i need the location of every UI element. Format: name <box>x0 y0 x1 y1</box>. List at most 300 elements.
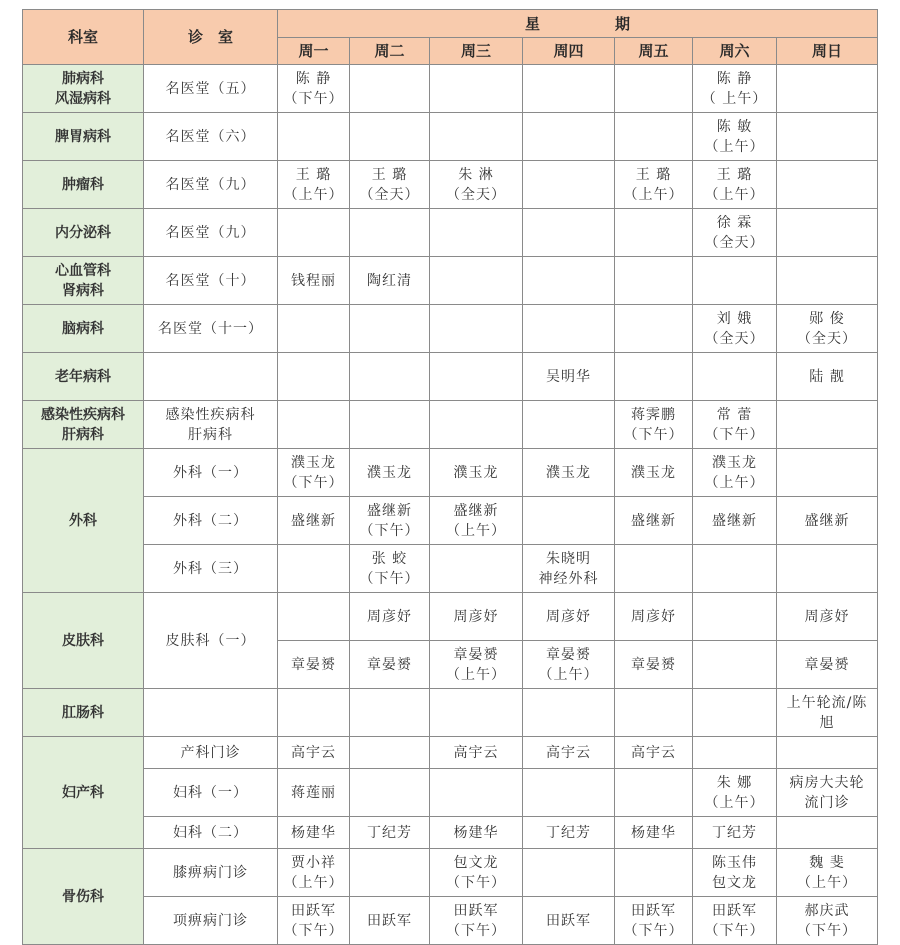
doctor-cell-周二 <box>350 641 430 689</box>
doctor-cell-周二 <box>350 449 430 497</box>
cell-line: （ 上午） <box>701 90 768 107</box>
doctor-cell-周一 <box>278 497 350 545</box>
doctor-cell-周二 <box>350 897 430 945</box>
doctor-cell-周日 <box>777 817 878 849</box>
cell-line: 朱晓明 <box>546 550 591 567</box>
doctor-cell-周三 <box>430 545 523 593</box>
cell-line: 濮玉龙 <box>631 464 676 481</box>
doctor-cell-周日 <box>777 849 878 897</box>
cell-line: 田跃军 <box>291 902 336 919</box>
doctor-cell-周四 <box>523 849 615 897</box>
clinic-room: 妇科（二） <box>144 817 278 849</box>
cell-line: 吴明华 <box>546 368 591 385</box>
doctor-cell-周日 <box>777 769 878 817</box>
doctor-cell-周四 <box>523 641 615 689</box>
cell-line: 濮玉龙 <box>712 454 757 471</box>
doctor-cell-周日 <box>777 209 878 257</box>
doctor-cell-周二 <box>350 209 430 257</box>
cell-line: 王 璐 <box>716 166 753 183</box>
clinic-room: 名医堂（十） <box>144 257 278 305</box>
doctor-cell-周三 <box>430 401 523 449</box>
cell-line: 肛肠科 <box>62 704 104 721</box>
doctor-cell-周四 <box>523 689 615 737</box>
cell-line: 盛继新 <box>804 512 850 529</box>
cell-line: 郝庆武 <box>804 902 850 919</box>
doctor-cell-周三 <box>430 817 523 849</box>
cell-line: （下午） <box>283 922 344 939</box>
cell-line: 朱 淋 <box>458 166 494 183</box>
doctor-cell-周五 <box>615 817 693 849</box>
cell-line: 盛继新 <box>631 512 676 529</box>
cell-line: （下午） <box>704 426 765 443</box>
doctor-cell-周四 <box>523 769 615 817</box>
department-name <box>23 161 144 209</box>
schedule-row <box>23 737 878 769</box>
cell-line: （上午） <box>446 666 506 683</box>
cell-line: 盛继新 <box>291 512 336 529</box>
department-name <box>23 593 144 689</box>
doctor-cell-周四 <box>523 209 615 257</box>
schedule-row <box>23 897 878 945</box>
cell-line: 流门诊 <box>804 794 850 811</box>
doctor-cell-周一 <box>278 769 350 817</box>
clinic-room <box>144 353 278 401</box>
clinic-schedule-table <box>22 9 878 945</box>
cell-line: 张 蛟 <box>371 550 408 567</box>
doctor-cell-周一 <box>278 545 350 593</box>
doctor-cell-周一 <box>278 113 350 161</box>
doctor-cell-周三 <box>430 497 523 545</box>
doctor-cell-周六 <box>693 817 777 849</box>
cell-line: 蒋莲丽 <box>291 784 336 801</box>
department-name <box>23 353 144 401</box>
cell-line: 丁纪芳 <box>546 824 591 841</box>
weekday-header: 周二 <box>350 38 430 65</box>
doctor-cell-周二 <box>350 737 430 769</box>
cell-line: （下午） <box>446 874 506 891</box>
cell-line: 陈玉伟 <box>712 854 757 871</box>
cell-line: 包文龙 <box>712 874 757 891</box>
cell-line: 章晏赟 <box>804 656 850 673</box>
clinic-room: 膝痹病门诊 <box>144 849 278 897</box>
doctor-cell-周日 <box>777 353 878 401</box>
doctor-cell-周三 <box>430 897 523 945</box>
cell-line: 王 璐 <box>371 166 408 183</box>
cell-line: 章晏赟 <box>291 656 336 673</box>
cell-line: 高宇云 <box>631 744 676 761</box>
cell-line: 高宇云 <box>546 744 591 761</box>
doctor-cell-周二 <box>350 113 430 161</box>
department-name <box>23 113 144 161</box>
cell-line: 郧 俊 <box>809 310 845 327</box>
doctor-cell-周四 <box>523 449 615 497</box>
doctor-cell-周二 <box>350 65 430 113</box>
doctor-cell-周三 <box>430 641 523 689</box>
doctor-cell-周日 <box>777 641 878 689</box>
doctor-cell-周三 <box>430 113 523 161</box>
department-name <box>23 737 144 849</box>
cell-line: 高宇云 <box>291 744 336 761</box>
cell-line: （上午） <box>797 874 857 891</box>
doctor-cell-周三 <box>430 769 523 817</box>
doctor-cell-周六 <box>693 769 777 817</box>
schedule-row <box>23 113 878 161</box>
doctor-cell-周六 <box>693 497 777 545</box>
doctor-cell-周日 <box>777 65 878 113</box>
doctor-cell-周六 <box>693 257 777 305</box>
cell-line: 盛继新 <box>367 502 412 519</box>
clinic-room: 外科（三） <box>144 545 278 593</box>
doctor-cell-周一 <box>278 689 350 737</box>
doctor-cell-周三 <box>430 161 523 209</box>
cell-line: 风湿病科 <box>55 90 111 107</box>
doctor-cell-周四 <box>523 65 615 113</box>
doctor-cell-周三 <box>430 449 523 497</box>
cell-line: （上午） <box>623 186 684 203</box>
cell-line: 陶红清 <box>367 272 412 289</box>
cell-line: 周彦妤 <box>367 608 412 625</box>
clinic-room: 外科（一） <box>144 449 278 497</box>
doctor-cell-周三 <box>430 849 523 897</box>
doctor-cell-周四 <box>523 593 615 641</box>
doctor-cell-周五 <box>615 737 693 769</box>
doctor-cell-周日 <box>777 689 878 737</box>
doctor-cell-周五 <box>615 353 693 401</box>
cell-line: 杨建华 <box>291 824 336 841</box>
weekday-header: 周日 <box>777 38 878 65</box>
doctor-cell-周六 <box>693 401 777 449</box>
doctor-cell-周二 <box>350 257 430 305</box>
doctor-cell-周六 <box>693 113 777 161</box>
doctor-cell-周一 <box>278 305 350 353</box>
doctor-cell-周一 <box>278 401 350 449</box>
doctor-cell-周一 <box>278 353 350 401</box>
clinic-room: 名医堂（九） <box>144 161 278 209</box>
cell-line: （下午） <box>283 90 344 107</box>
clinic-room <box>144 689 278 737</box>
cell-line: 田跃军 <box>546 912 591 929</box>
clinic-room: 产科门诊 <box>144 737 278 769</box>
doctor-cell-周五 <box>615 449 693 497</box>
doctor-cell-周三 <box>430 65 523 113</box>
cell-line: 王 璐 <box>295 166 332 183</box>
department-name <box>23 65 144 113</box>
cell-line: 濮玉龙 <box>367 464 412 481</box>
cell-line: 刘 娥 <box>716 310 753 327</box>
doctor-cell-周四 <box>523 737 615 769</box>
cell-line: （上午） <box>704 138 765 155</box>
cell-line: （上午） <box>704 186 765 203</box>
doctor-cell-周三 <box>430 737 523 769</box>
doctor-cell-周四 <box>523 353 615 401</box>
doctor-cell-周五 <box>615 401 693 449</box>
doctor-cell-周日 <box>777 897 878 945</box>
cell-line: 肿瘤科 <box>62 176 104 193</box>
cell-line: 内分泌科 <box>55 224 111 241</box>
cell-line: （下午） <box>359 570 420 587</box>
cell-line: 田跃军 <box>367 912 412 929</box>
cell-line: （全天） <box>359 186 420 203</box>
doctor-cell-周一 <box>278 449 350 497</box>
doctor-cell-周六 <box>693 161 777 209</box>
weekday-header: 周四 <box>523 38 615 65</box>
doctor-cell-周一 <box>278 737 350 769</box>
doctor-cell-周四 <box>523 257 615 305</box>
cell-line: 盛继新 <box>712 512 757 529</box>
cell-line: （上午） <box>538 666 599 683</box>
schedule-row <box>23 209 878 257</box>
doctor-cell-周四 <box>523 897 615 945</box>
doctor-cell-周日 <box>777 401 878 449</box>
cell-line: 濮玉龙 <box>546 464 591 481</box>
doctor-cell-周二 <box>350 689 430 737</box>
cell-line: 杨建华 <box>631 824 676 841</box>
doctor-cell-周四 <box>523 817 615 849</box>
cell-line: （上午） <box>283 874 344 891</box>
doctor-cell-周四 <box>523 113 615 161</box>
doctor-cell-周六 <box>693 545 777 593</box>
doctor-cell-周五 <box>615 849 693 897</box>
doctor-cell-周三 <box>430 593 523 641</box>
doctor-cell-周五 <box>615 769 693 817</box>
cell-line: 肺病科 <box>62 70 104 87</box>
doctor-cell-周三 <box>430 305 523 353</box>
clinic-room <box>144 401 278 449</box>
cell-line: 濮玉龙 <box>291 454 336 471</box>
cell-line: 丁纪芳 <box>712 824 757 841</box>
cell-line: （下午） <box>283 474 344 491</box>
clinic-room: 皮肤科（一） <box>144 593 278 689</box>
cell-line: 魏 斐 <box>809 854 845 871</box>
doctor-cell-周四 <box>523 401 615 449</box>
cell-line: 高宇云 <box>453 744 499 761</box>
cell-line: 旭 <box>819 714 835 731</box>
cell-line: 盛继新 <box>453 502 499 519</box>
schedule-row <box>23 401 878 449</box>
schedule-row <box>23 849 878 897</box>
doctor-cell-周日 <box>777 161 878 209</box>
cell-line: （上午） <box>283 186 344 203</box>
cell-line: （上午） <box>446 522 506 539</box>
doctor-cell-周六 <box>693 737 777 769</box>
cell-line: 肝病科 <box>62 426 104 443</box>
doctor-cell-周三 <box>430 209 523 257</box>
cell-line: 周彦妤 <box>453 608 499 625</box>
clinic-room: 项痹病门诊 <box>144 897 278 945</box>
cell-line: 妇产科 <box>62 784 104 801</box>
doctor-cell-周一 <box>278 209 350 257</box>
doctor-cell-周一 <box>278 897 350 945</box>
cell-line: 陆 靓 <box>809 368 845 385</box>
doctor-cell-周日 <box>777 449 878 497</box>
schedule-row <box>23 353 878 401</box>
cell-line: 心血管科 <box>55 262 111 279</box>
doctor-cell-周日 <box>777 257 878 305</box>
clinic-room: 外科（二） <box>144 497 278 545</box>
clinic-room: 妇科（一） <box>144 769 278 817</box>
cell-line: （全天） <box>797 330 857 347</box>
doctor-cell-周二 <box>350 497 430 545</box>
doctor-cell-周六 <box>693 849 777 897</box>
cell-line: 陈 静 <box>295 70 332 87</box>
doctor-cell-周六 <box>693 65 777 113</box>
doctor-cell-周一 <box>278 161 350 209</box>
schedule-row <box>23 305 878 353</box>
department-name <box>23 689 144 737</box>
cell-line: 感染性疾病科 <box>41 406 125 423</box>
header-department: 科室 <box>23 10 144 65</box>
cell-line: （下午） <box>623 922 684 939</box>
doctor-cell-周六 <box>693 305 777 353</box>
doctor-cell-周一 <box>278 849 350 897</box>
doctor-cell-周五 <box>615 65 693 113</box>
cell-line: 钱程丽 <box>291 272 336 289</box>
doctor-cell-周六 <box>693 897 777 945</box>
doctor-cell-周三 <box>430 353 523 401</box>
cell-line: 王 璐 <box>635 166 672 183</box>
doctor-cell-周二 <box>350 401 430 449</box>
doctor-cell-周四 <box>523 305 615 353</box>
cell-line: 常 蕾 <box>716 406 753 423</box>
doctor-cell-周日 <box>777 593 878 641</box>
doctor-cell-周六 <box>693 689 777 737</box>
department-name <box>23 401 144 449</box>
cell-line: 包文龙 <box>453 854 499 871</box>
weekday-header: 周六 <box>693 38 777 65</box>
schedule-row <box>23 497 878 545</box>
weekday-header: 周五 <box>615 38 693 65</box>
department-name <box>23 449 144 593</box>
doctor-cell-周三 <box>430 689 523 737</box>
doctor-cell-周日 <box>777 545 878 593</box>
doctor-cell-周五 <box>615 257 693 305</box>
cell-line: 周彦妤 <box>631 608 676 625</box>
cell-line: 田跃军 <box>712 902 757 919</box>
cell-line: 周彦妤 <box>804 608 850 625</box>
cell-line: 脑病科 <box>62 320 104 337</box>
cell-line: 丁纪芳 <box>367 824 412 841</box>
doctor-cell-周六 <box>693 209 777 257</box>
doctor-cell-周一 <box>278 817 350 849</box>
doctor-cell-周一 <box>278 593 350 641</box>
cell-line: 章晏赟 <box>367 656 412 673</box>
doctor-cell-周六 <box>693 353 777 401</box>
department-name <box>23 305 144 353</box>
cell-line: （全天） <box>446 186 506 203</box>
doctor-cell-周三 <box>430 257 523 305</box>
doctor-cell-周五 <box>615 689 693 737</box>
department-name <box>23 257 144 305</box>
doctor-cell-周五 <box>615 497 693 545</box>
cell-line: 章晏赟 <box>631 656 676 673</box>
cell-line: 老年病科 <box>55 368 111 385</box>
doctor-cell-周五 <box>615 545 693 593</box>
doctor-cell-周二 <box>350 353 430 401</box>
cell-line: （全天） <box>704 234 765 251</box>
schedule-row <box>23 449 878 497</box>
weekday-header: 周三 <box>430 38 523 65</box>
doctor-cell-周二 <box>350 305 430 353</box>
cell-line: 脾胃病科 <box>55 128 111 145</box>
cell-line: 周彦妤 <box>546 608 591 625</box>
header-clinic-room: 诊 室 <box>144 10 278 65</box>
doctor-cell-周五 <box>615 641 693 689</box>
clinic-room: 名医堂（五） <box>144 65 278 113</box>
cell-line: 杨建华 <box>453 824 499 841</box>
cell-line: 濮玉龙 <box>453 464 499 481</box>
cell-line: 骨伤科 <box>62 888 104 905</box>
clinic-room: 名医堂（六） <box>144 113 278 161</box>
cell-line: 贾小祥 <box>291 854 336 871</box>
doctor-cell-周五 <box>615 161 693 209</box>
doctor-cell-周日 <box>777 113 878 161</box>
cell-line: 皮肤科 <box>62 632 104 649</box>
cell-line: （全天） <box>704 330 765 347</box>
doctor-cell-周日 <box>777 737 878 769</box>
schedule-row <box>23 817 878 849</box>
doctor-cell-周二 <box>350 769 430 817</box>
cell-line: （下午） <box>704 922 765 939</box>
schedule-body <box>23 65 878 945</box>
clinic-room: 名医堂（十一） <box>144 305 278 353</box>
cell-line: 神经外科 <box>538 570 599 587</box>
doctor-cell-周五 <box>615 209 693 257</box>
cell-line: 病房大夫轮 <box>789 774 865 791</box>
doctor-cell-周二 <box>350 849 430 897</box>
weekday-header: 周一 <box>278 38 350 65</box>
cell-line: 外科 <box>69 512 97 529</box>
cell-line: 章晏赟 <box>453 646 499 663</box>
cell-line: 蒋霁鹏 <box>631 406 676 423</box>
cell-line: 章晏赟 <box>546 646 591 663</box>
doctor-cell-周一 <box>278 257 350 305</box>
doctor-cell-周二 <box>350 593 430 641</box>
doctor-cell-周二 <box>350 817 430 849</box>
cell-line: 田跃军 <box>631 902 676 919</box>
doctor-cell-周日 <box>777 497 878 545</box>
schedule-row <box>23 593 878 641</box>
schedule-row <box>23 257 878 305</box>
doctor-cell-周五 <box>615 113 693 161</box>
doctor-cell-周四 <box>523 161 615 209</box>
cell-line: 朱 娜 <box>716 774 753 791</box>
doctor-cell-周日 <box>777 305 878 353</box>
doctor-cell-周五 <box>615 305 693 353</box>
doctor-cell-周六 <box>693 593 777 641</box>
schedule-row <box>23 161 878 209</box>
cell-line: （上午） <box>704 474 765 491</box>
cell-line: 田跃军 <box>453 902 499 919</box>
cell-line: 陈 敏 <box>716 118 753 135</box>
doctor-cell-周一 <box>278 65 350 113</box>
header-week: 星 期 <box>278 10 878 38</box>
cell-line: （下午） <box>446 922 506 939</box>
department-name <box>23 849 144 945</box>
schedule-row <box>23 65 878 113</box>
schedule-row <box>23 769 878 817</box>
cell-line: （上午） <box>704 794 765 811</box>
schedule-row <box>23 689 878 737</box>
doctor-cell-周六 <box>693 641 777 689</box>
cell-line: 陈 静 <box>716 70 753 87</box>
doctor-cell-周一 <box>278 641 350 689</box>
cell-line: （下午） <box>359 522 420 539</box>
clinic-room: 名医堂（九） <box>144 209 278 257</box>
cell-line: （下午） <box>623 426 684 443</box>
cell-line: 徐 霖 <box>716 214 753 231</box>
cell-line: （下午） <box>797 922 857 939</box>
cell-line: 肝病科 <box>188 426 233 443</box>
